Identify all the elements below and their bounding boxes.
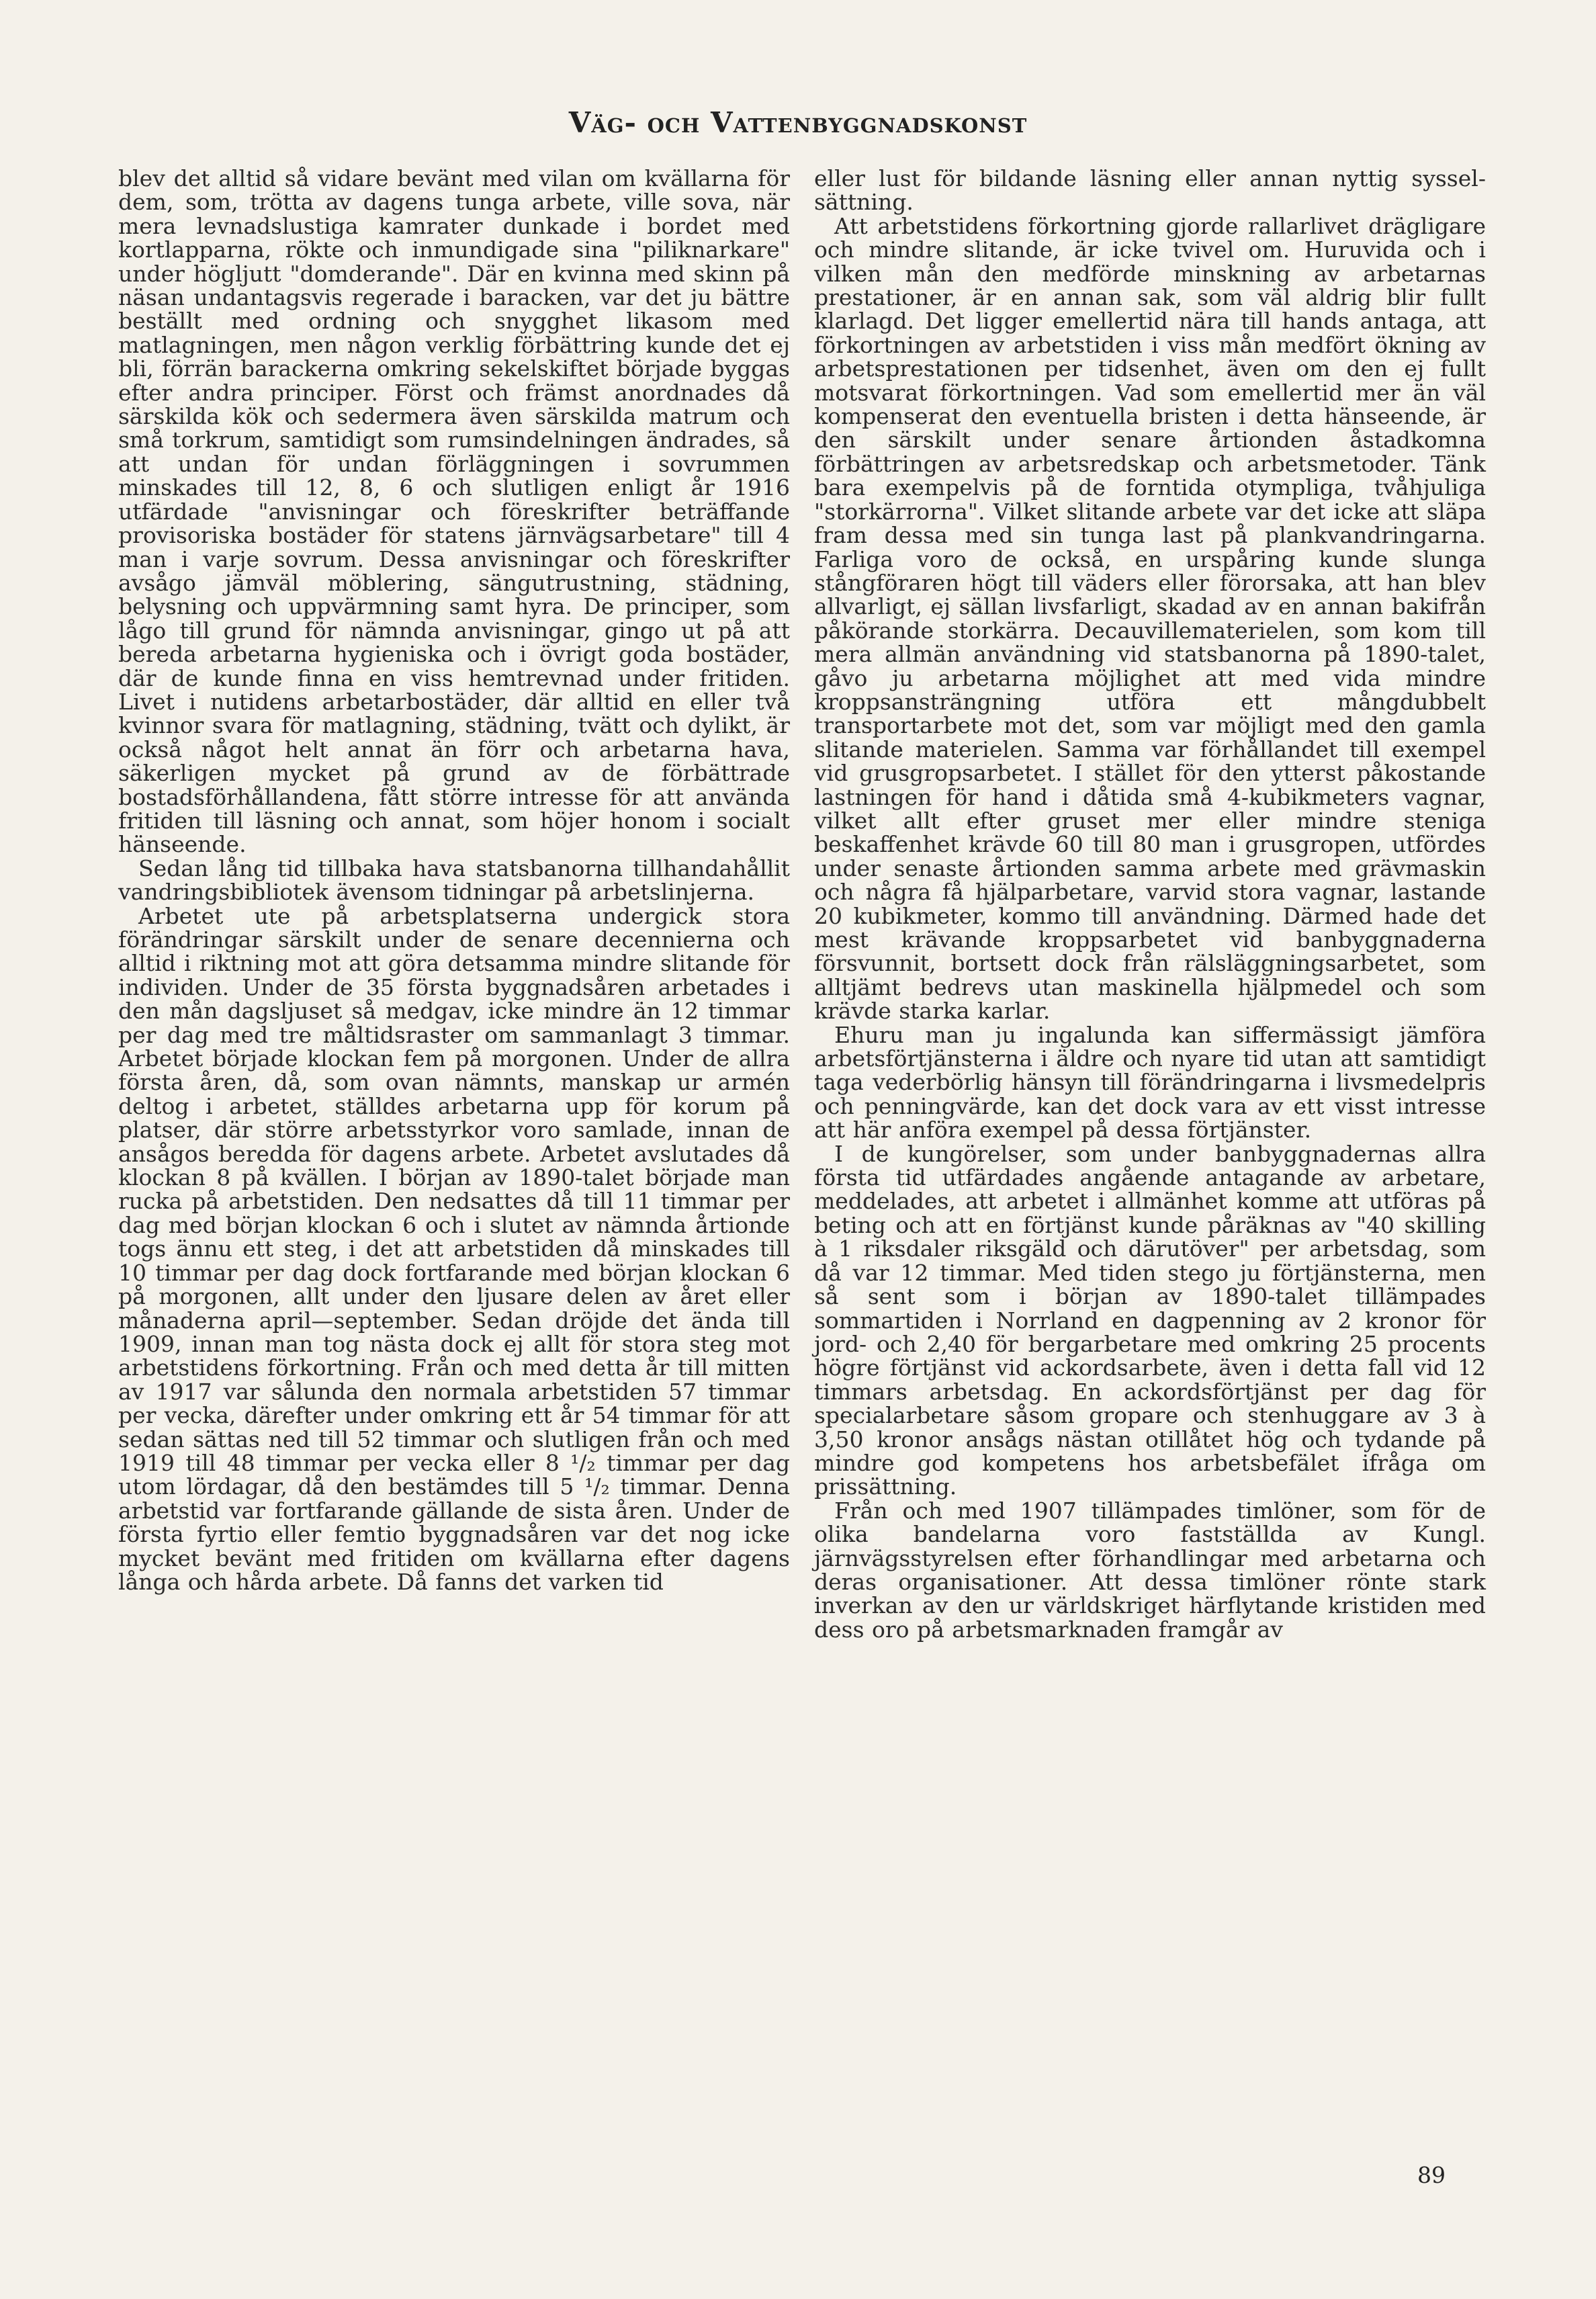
paragraph: Ehuru man ju ingalunda kan siffermässigt jämföra arbetsförtjänsterna i äldre och nyare tid utan att samtidigt taga vederbörlig hänsyn till förändringarna i livsmedelpris och penningvärde, kan det dock vara av ett visst intresse att här anföra exempel på dessa förtjänster.: [814, 1021, 1486, 1143]
paragraph: Sedan lång tid tillbaka hava statsbanorna tillhandahållit vandringsbibliotek ävensom tidningar på arbetslinjerna.: [118, 855, 790, 906]
text-column-left: [118, 167, 790, 1594]
text-column-right: [814, 167, 1486, 1641]
paragraph: Från och med 1907 tillämpades timlöner, som för de olika bandelarna voro fastställda av Kungl. järnvägsstyrelsen efter förhandlingar med arbetarna och deras organisationer. Att dessa timlöner rönte stark inverkan av den ur världskriget härflytande kristiden med dess oro på arbetsmarknaden framgår av: [814, 1497, 1486, 1643]
paragraph: I de kungörelser, som under banbyggnadernas allra första tid utfärdades angående antagande av arbetare, meddelades, att arbetet i allmänhet komme att utföras på beting och att en förtjänst kunde påräknas av "40 skilling à 1 riksdaler riksgäld och därutöver" per arbetsdag, som då var 12 timmar. Med tiden stego ju förtjänsterna, men så sent som i början av 1890-talet tillämpades sommartiden i Norrland en dagpenning av 2 kronor för jord- och 2,40 för bergarbetare med omkring 25 procents högre förtjänst vid ackordsarbete, även i detta fall vid 12 timmars arbetsdag. En ackordsförtjänst per dag för specialarbetare såsom gropare och stenhuggare av 3 à 3,50 kronor ansågs nästan otillåtet hög och tydande på mindre god kompetens hos arbetsbefälet ifråga om prissättning.: [814, 1140, 1486, 1500]
running-header: Väg- och Vattenbyggnadskonst: [568, 106, 1028, 139]
paragraph: Att arbetstidens förkortning gjorde rallarlivet drägligare och mindre slitande, är icke tvivel om. Huruvida och i vilken mån den medförde minskning av arbetarnas prestationer, är en annan sak, som väl aldrig blir fullt klarlagd. Det ligger emellertid nära till hands antaga, att förkortningen av arbetstiden i viss mån medfört ökning av arbetsprestationen per tidsenhet, även om den ej fullt motsvarat förkortningen. Vad som emellertid mer än väl kompenserat den eventuella bristen i detta hänseende, är den särskilt under senare årtionden åstadkomna förbättringen av arbetsredskap och arbetsmetoder. Tänk bara exempelvis på de forntida otympliga, tvåhjuliga "storkärrorna". Vilket slitande arbete var det icke att släpa fram dessa med sin tunga last på plankvandringarna. Farliga voro de också, en urspåring kunde slunga stångföraren högt till väders eller förorsaka, att han blev allvarligt, ej sällan livsfarligt, skadad av en annan bakifrån påkörande storkärra. Decauvillematerielen, som kom till mera allmän användning vid statsbanorna på 1890-talet, gåvo ju arbetarna möjlighet att med vida mindre kroppsansträngning utföra ett mångdubbelt transportarbete mot det, som var möjligt med den gamla slitande materielen. Samma var förhållandet till exempel vid grusgropsarbetet. I stället för den ytterst påkostande lastningen för hand i dåtida små 4-kubikmeters vagnar, vilket allt efter gruset mer eller mindre steniga beskaffenhet krävde 60 till 80 man i grusgropen, utfördes under senaste årtionden samma arbete med grävmaskin och några få hjälparbetare, varvid stora vagnar, lastande 20 kubikmeter, kommo till användning. Därmed hade det mest krävande kroppsarbetet vid banbyggnaderna försvunnit, bortsett dock från rälsläggningsarbetet, som alltjämt bedrevs utan maskinella hjälpmedel och som krävde starka karlar.: [814, 212, 1486, 1025]
paragraph: blev det alltid så vidare bevänt med vilan om kvällarna för dem, som, trötta av dagens tunga arbete, ville sova, när mera levnadslustiga kamrater dunkade i bordet med kortlapparna, rökte och inmundigade sina "piliknarkare" under högljutt "domderande". Där en kvinna med skinn på näsan undantagsvis regerade i baracken, var det ju bättre beställt med ordning och snygghet likasom med matlagningen, men någon verklig förbättring kunde det ej bli, förrän barackerna omkring sekelskiftet började byggas efter andra principer. Först och främst anordnades då särskilda kök och sedermera även särskilda matrum och små torkrum, samtidigt som rumsindelningen ändrades, så att undan för undan förläggningen i sovrummen minskades till 12, 8, 6 och slutligen enligt år 1916 utfärdade "anvisningar och föreskrifter beträffande provisoriska bostäder för statens järnvägsarbetare" till 4 man i varje sovrum. Dessa anvisningar och föreskrifter avsågo jämväl möblering, sängutrustning, städning, belysning och uppvärmning samt hyra. De principer, som lågo till grund för nämnda anvisningar, gingo ut på att bereda arbetarna hygieniska och i övrigt goda bostäder, där de kunde finna en viss hemtrevnad under fritiden. Livet i nutidens arbetarbostäder, där alltid en eller två kvinnor svara för matlagning, städning, tvätt och dylikt, är också något helt annat än förr och arbetarna hava, säkerligen mycket på grund av de förbättrade bostadsförhållandena, fått större intresse för att använda fritiden till läsning och annat, som höjer honom i socialt hänseende.: [118, 165, 790, 858]
paragraph: eller lust för bildande läsning eller annan nyttig sysselsättning.: [814, 165, 1486, 216]
paragraph: Arbetet ute på arbetsplatserna undergick stora förändringar särskilt under de senare decennierna och alltid i riktning mot att göra detsamma mindre slitande för individen. Under de 35 första byggnadsåren arbetades i den mån dagsljuset så medgav, icke mindre än 12 timmar per dag med tre måltidsraster om sammanlagt 3 timmar. Arbetet började klockan fem på morgonen. Under de allra första åren, då, som ovan nämnts, manskap ur armén deltog i arbetet, ställdes arbetarna upp för korum på platser, där större arbetsstyrkor voro samlade, innan de ansågos beredda för dagens arbete. Arbetet avslutades då klockan 8 på kvällen. I början av 1890-talet började man rucka på arbetstiden. Den nedsattes då till 11 timmar per dag med början klockan 6 och i slutet av nämnda årtionde togs ännu ett steg, i det att arbetstiden då minskades till 10 timmar per dag dock fortfarande med början klockan 6 på morgonen, allt under den ljusare delen av året eller månaderna april—september. Sedan dröjde det ända till 1909, innan man tog nästa dock ej allt för stora steg mot arbetstidens förkortning. Från och med detta år till mitten av 1917 var sålunda den normala arbetstiden 57 timmar per vecka, därefter under omkring ett år 54 timmar för att sedan sättas ned till 52 timmar och slutligen från och med 1919 till 48 timmar per vecka eller 8 ¹/₂ timmar per dag utom lördagar, då den bestämdes till 5 ¹/₂ timmar. Denna arbetstid var fortfarande gällande de sista åren. Under de första fyrtio eller femtio byggnadsåren var det nog icke mycket bevänt med fritiden om kvällarna efter dagens långa och hårda arbete. Då fanns det varken tid: [118, 902, 790, 1595]
page-number: 89: [1417, 2162, 1446, 2188]
